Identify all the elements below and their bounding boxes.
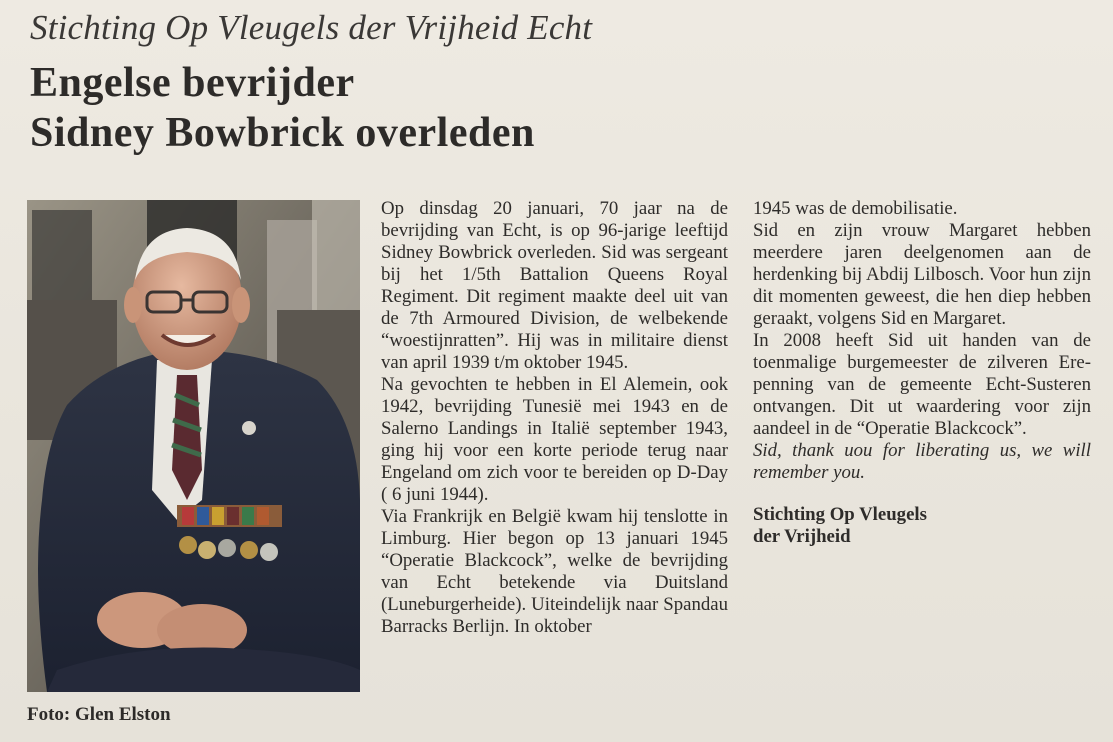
kicker: Stichting Op Vleugels der Vrijheid Echt (30, 8, 593, 47)
photo-credit: Foto: Glen Elston (27, 704, 171, 725)
paragraph: Op dinsdag 20 januari, 70 jaar na de bevrijding van Echt, is op 96-jarige leeftijd Sidney Bowbrick overleden. Sid was sergeant bij het 1/5th Battalion Queens Royal Regiment. Dit regiment maakte deel uit van de 7th Armoured Division, de welbekende “woestijnratten”. Hij was in militaire dienst van april 1939 t/m oktober 1945. (381, 198, 728, 373)
paragraph: In 2008 heeft Sid uit handen van de toenmalige burgemeester de zilveren Ere-penning van de gemeente Echt-Susteren ontvangen. Dit ut waardering voor zijn aandeel in de “Operatie Blackcock”. (753, 330, 1091, 439)
portrait-photo (27, 200, 360, 692)
article-column-1 (381, 198, 728, 638)
headline-line-2: Sidney Bowbrick overleden (30, 110, 535, 156)
signature-line-1: Stichting Op Vleugels (753, 504, 927, 525)
paragraph: Sid en zijn vrouw Margaret hebben meerdere jaren deelgenomen aan de herdenking bij Abdij Lilbosch. Voor hun zijn dit momenten geweest, die hen diep hebben geraakt, volgens Sid en Margaret. (753, 220, 1091, 329)
headline-line-1: Engelse bevrijder (30, 60, 355, 106)
signature (753, 504, 1091, 548)
paragraph: Na gevochten te hebben in El Alemein, ook 1942, bevrijding Tunesië mei 1943 en de Salerno Landings in Italië september 1943, ging hij voor een korte periode terug naar Engeland om zich voor te bereiden op D-Day ( 6 juni 1944). (381, 374, 728, 505)
portrait-illustration (27, 200, 360, 692)
signature-line-2: der Vrijheid (753, 526, 851, 547)
headline (30, 58, 535, 158)
paragraph: 1945 was de demobilisatie. (753, 198, 958, 219)
article-column-2 (753, 198, 1091, 548)
paragraph: Via Frankrijk en België kwam hij tenslotte in Limburg. Hier begon op 13 januari 1945 “Operatie Blackcock”, welke de bevrijding van Echt betekende via Duitsland (Luneburgerheide). Uiteindelijk naar Spandau Barracks Berlijn. In oktober (381, 506, 728, 637)
closing-italic: Sid, thank uou for liberating us, we will remember you. (753, 440, 1091, 483)
